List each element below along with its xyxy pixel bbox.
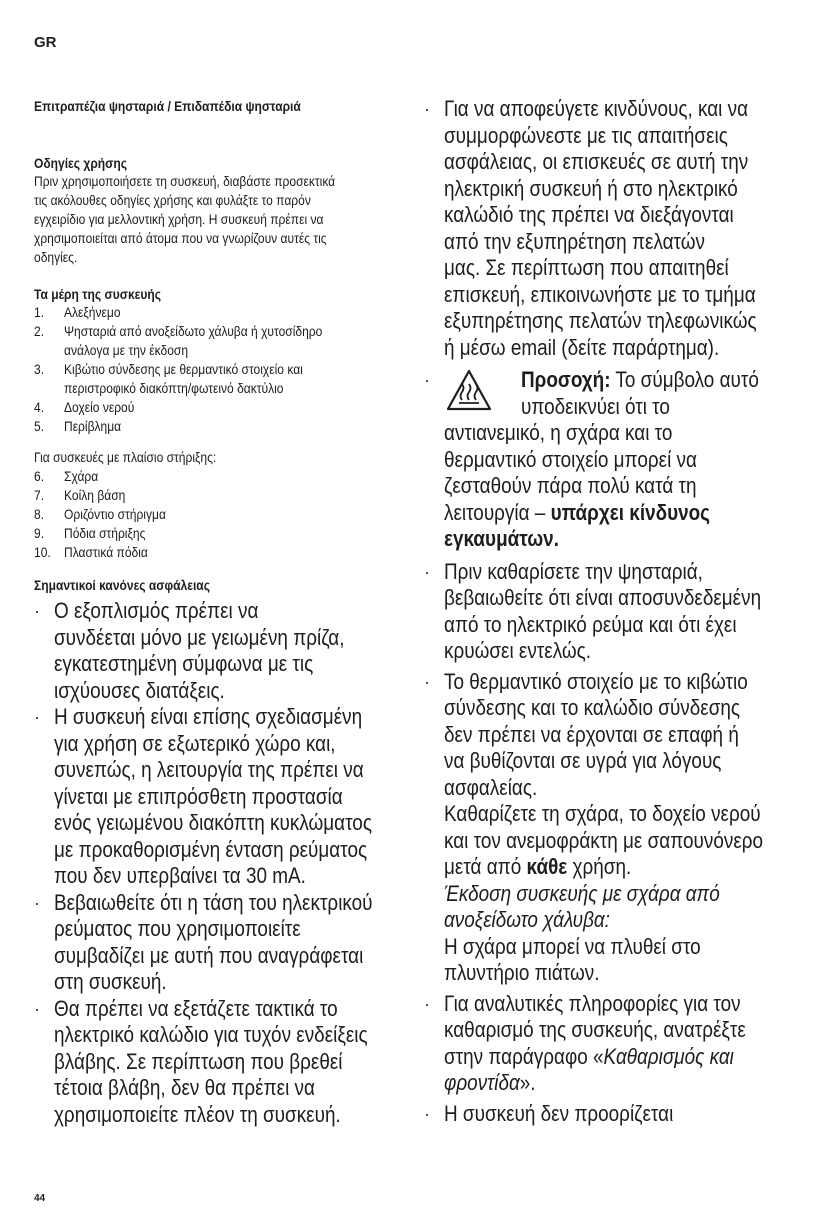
- language-code: GR: [34, 34, 57, 51]
- safety-bullets: [34, 598, 404, 1128]
- document-title: Επιτραπέζια ψησταριά / Επιδαπέδια ψησταριά: [34, 98, 301, 114]
- warning-label: Προσοχή:: [521, 367, 611, 392]
- stand-heading: Για συσκευές με πλαίσιο στήριξης:: [34, 449, 217, 465]
- parts-heading: Τα μέρη της συσκευής: [34, 286, 162, 302]
- right-column: [424, 96, 819, 1127]
- list-item: 8. Οριζόντιο στήριγμα: [34, 506, 166, 522]
- list-item: 7. Κοίλη βάση: [34, 487, 126, 503]
- list-item: 5. Περίβλημα: [34, 418, 122, 434]
- list-item: 9. Πόδια στήριξης: [34, 525, 146, 541]
- list-item: 4. Δοχείο νερού: [34, 399, 135, 415]
- parts-list: [34, 303, 404, 436]
- warning-item: · Προσοχή: Το σύμβολο αυτό υποδεικνύει ότι το αντιανεμικό, η σχάρα και το θερμαντικό στοιχείο μπορεί να ζεσταθούν πάρα πολύ κατά τη λειτουργία – υπάρχει κίνδυνος εγκαυμάτων.: [424, 367, 759, 551]
- bullet-dot-icon: ·: [34, 998, 40, 1019]
- hot-surface-warning-icon: [446, 369, 492, 411]
- instructions-paragraph: Πριν χρησιμοποιήσετε τη συσκευή, διαβάστε προσεκτικά τις ακόλουθες οδηγίες χρήσης και φυλάξτε το παρόν εγχειρίδιο για μελλοντική χρήση. Η συσκευή πρέπει να χρησιμοποιείται από άτομα που να γνωρίζουν αυτές τις οδηγίες.: [34, 173, 336, 265]
- bullet-item: · Η συσκευή είναι επίσης σχεδιασμένη για χρήση σε εξωτερικό χώρο και, συνεπώς, η λειτουργία της πρέπει να γίνεται με επιπρόσθετη προστασία ενός γειωμένου διακόπτη κυκλώματος με προκαθορισμένη ένταση ρεύματος που δεν υπερβαίνει τα 30 mA.: [34, 704, 372, 888]
- bullet-dot-icon: ·: [424, 99, 430, 119]
- bullet-item: · Για αναλυτικές πληροφορίες για τον καθαρισμό της συσκευής, ανατρέξτε στην παράγραφο «Καθαρισμός και φροντίδα».: [424, 990, 746, 1095]
- bullet-dot-icon: ·: [34, 601, 40, 621]
- bullet-dot-icon: ·: [34, 707, 40, 727]
- stand-parts-list: [34, 467, 404, 562]
- bullet-dot-icon: ·: [34, 892, 40, 913]
- list-item: 3. Κιβώτιο σύνδεσης με θερμαντικό στοιχείο και περιστροφικό διακόπτη/φωτεινό δακτύλιο: [34, 361, 303, 396]
- bullet-item: · Ο εξοπλισμός πρέπει να συνδέεται μόνο με γειωμένη πρίζα, εγκατεστημένη σύμφωνα με τις ισχύουσες διατάξεις.: [34, 598, 345, 703]
- bullet-item: · Το θερμαντικό στοιχείο με το κιβώτιο σύνδεσης και το καλώδιο σύνδεσης δεν πρέπει να έρχονται σε επαφή ή να βυθίζονται σε υγρά για λόγους ασφαλείας. Καθαρίζετε τη σχάρα, το δοχείο νερού και τον ανεμοφράκτη με σαπουνόνερο μετά από κάθε χρήση. Έκδοση συσκευής με σχάρα από ανοξείδωτο χάλυβα: Η σχάρα μπορεί να πλυθεί στο πλυντήριο πιάτων.: [424, 668, 764, 985]
- bullet-dot-icon: ·: [424, 671, 430, 692]
- left-column: [34, 96, 404, 1128]
- safety-heading: Σημαντικοί κανόνες ασφάλειας: [34, 577, 210, 593]
- bullet-item: · Θα πρέπει να εξετάζετε τακτικά το ηλεκτρικό καλώδιο για τυχόν ενδείξεις βλάβης. Σε περίπτωση που βρεθεί τέτοια βλάβη, δεν θα πρέπει να χρησιμοποιείτε πλέον τη συσκευή.: [34, 995, 368, 1127]
- bullet-dot-icon: ·: [424, 561, 430, 582]
- bullet-item: · Για να αποφεύγετε κινδύνους, και να συμμορφώνεστε με τις απαιτήσεις ασφάλειας, οι επισκευές σε αυτή την ηλεκτρική συσκευή ή στο ηλεκτρικό καλώδιό της πρέπει να διεξάγονται από την εξυπηρέτηση πελατών μας. Σε περίπτωση που απαιτηθεί επισκευή, επικοινωνήστε με το τμήμα εξυπηρέτησης πελατών τηλεφωνικώς ή μέσω email (δείτε παράρτημα).: [424, 96, 757, 360]
- bullet-dot-icon: ·: [424, 993, 430, 1014]
- bullet-dot-icon: ·: [424, 370, 430, 390]
- bullet-dot-icon: ·: [424, 1103, 430, 1124]
- list-item: 10. Πλαστικά πόδια: [34, 544, 148, 560]
- list-item: 1. Αλεξήνεμο: [34, 304, 121, 320]
- bullet-item: · Πριν καθαρίσετε την ψησταριά, βεβαιωθείτε ότι είναι αποσυνδεδεμένη από το ηλεκτρικό ρεύμα και ότι έχει κρυώσει εντελώς.: [424, 558, 762, 663]
- bullet-item: · Βεβαιωθείτε ότι η τάση του ηλεκτρικού ρεύματος που χρησιμοποιείτε συμβαδίζει με αυτή που αναγράφεται στη συσκευή.: [34, 889, 373, 994]
- list-item: 2. Ψησταριά από ανοξείδωτο χάλυβα ή χυτοσίδηρο ανάλογα με την έκδοση: [34, 323, 323, 358]
- instructions-heading: Οδηγίες χρήσης: [34, 155, 127, 171]
- list-item: 6. Σχάρα: [34, 468, 99, 484]
- bullet-item: · Η συσκευή δεν προορίζεται: [424, 1100, 674, 1126]
- page-number: 44: [34, 1193, 46, 1204]
